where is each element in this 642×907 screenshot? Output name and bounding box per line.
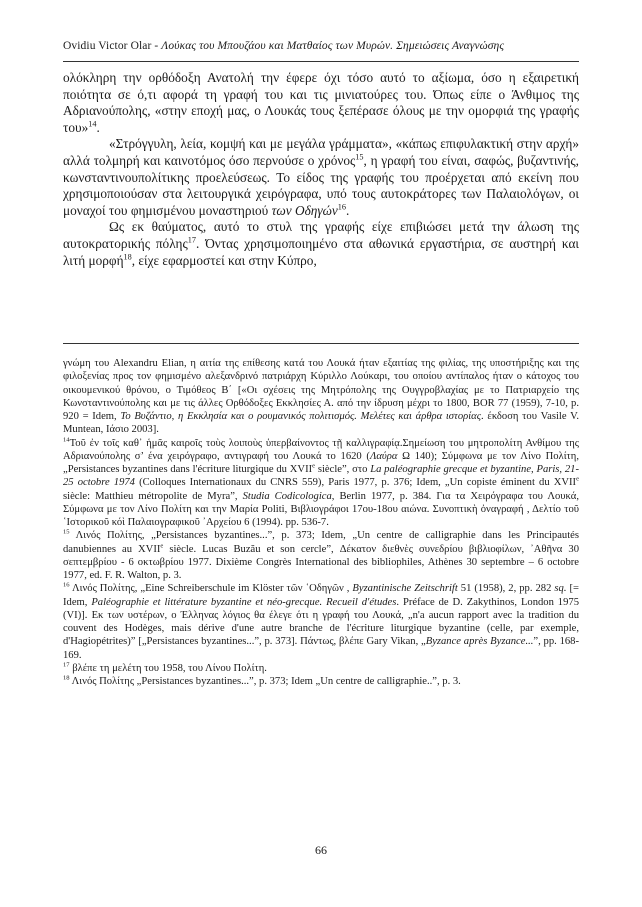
- footnotes: [63, 357, 579, 688]
- header-rule: [63, 61, 579, 62]
- footnote-15: [63, 529, 579, 582]
- footnote-16-text-e: ”, pp. 168-169.: [63, 636, 579, 661]
- footnote-14-italic-3: Studia Codicologica: [242, 490, 332, 502]
- footnote-ref-14: 14: [88, 119, 97, 129]
- header-title: Λούκας του Μπουζάου και Ματθαίος των Μυρών. Σημειώσεις Αναγνώσης: [161, 40, 505, 52]
- footnote-15-sup: e: [160, 541, 164, 549]
- running-header: [63, 40, 579, 52]
- footnote-16-italic-1: Byzantinische Zeitschrift: [352, 583, 458, 595]
- footnote-16-italic-4: Byzance après Byzance...: [425, 636, 534, 648]
- footnote-14-text-f: , Berlin 1977, p. 384. Για τα Χειρόγραφα του Λουκά, Σύμφωνα με τον Λίνο Πολίτη και την Μαρία Politi, Βιβλιογράφοι 17ου-18ου αιώνα. Συνοπτικὴ ὀναγραφή , Δελτίο τοῦ ῾Ιστορικοῦ κόὶ Παλαιογραφικοῦ ᾿Αρχείου 6 (1994). pp. 536-7.: [63, 490, 580, 528]
- footnote-number-16: 16: [63, 581, 70, 589]
- footnote-number-15: 15: [63, 528, 70, 536]
- footnote-14-text-b: Ω 140); Σύμφωνα με τον Λίνο Πολίτη, „Persistances byzantines dans l'écriture liturgique du XVII: [63, 450, 579, 475]
- footnote-17-text: βλέπε τη μελέτη του 1958, του Λίνου Πολίτη.: [69, 662, 267, 674]
- footnote-16-text-a: Λινός Πολίτης, „Eine Schreiberschule im Klöster τῶν ῾Οδηγῶν ,: [69, 583, 353, 595]
- paragraph-2: [63, 136, 579, 219]
- footnote-14-text-d: (Colloques Internationaux du CNRS 559), Paris 1977, p. 376; Idem, „Un copiste éminent du XVII: [134, 477, 577, 489]
- footnote-16-italic-3: Paléographie et littérature byzantine et néo-grecque. Recueil d'études: [91, 596, 397, 608]
- footnote-ref-17: 17: [187, 235, 196, 245]
- paragraph-2-end: .: [346, 202, 350, 218]
- page-number: 66: [315, 843, 327, 857]
- paragraph-1-end: .: [96, 119, 100, 135]
- paragraph-1: [63, 70, 579, 136]
- footnote-number-14: 14: [63, 435, 70, 443]
- footnote-14-text-e: siècle: Matthieu métropolite de Myra”,: [63, 490, 243, 502]
- header-author: Ovidiu Victor Olar -: [63, 40, 162, 52]
- footnote-18: [63, 675, 579, 688]
- footnote-16-text-c: [= Idem,: [63, 583, 579, 608]
- paragraph-3: [63, 219, 579, 269]
- paragraph-3-text-c: , είχε εφαρμοστεί και στην Κύπρο,: [131, 252, 317, 268]
- paragraph-3-text-b: . Όντας χρησιμοποιημένο στα αθωνικά εργαστήρια, σε αυστηρή και λιτή μορφή: [63, 235, 579, 268]
- footnote-ref-18: 18: [123, 252, 132, 262]
- footnote-continued-text: γνώμη του Alexandru Elian, η αιτία της επίθεσης κατά του Λουκά ήταν εξαιτίας της φιλίας, της υποστήριξης και της φιλοξενίας προς τον φημισμένο αλεξανδρινό πατριάρχη Κύριλλο Λούκαρι, του οποίου αντίπαλος ήταν ο κάτοχος του οικουμενικού θρόνου, ο Τιμόθεος Β΄ [«Οι σχέσεις της Μητρόπολης της Ουγγροβλαχίας με το Πατριαρχείο της Κωνσταντινούπολης και με τις άλλες Ορθόδοξες Εκκλησίες Α. από την ίδρυση μέχρι το 1800, BOR 77 (1959), 7-10, p. 920 = Idem,: [63, 358, 579, 422]
- footnote-number-18: 18: [63, 674, 70, 682]
- paragraph-1-text: ολόκληρη την ορθόδοξη Ανατολή την έφερε όχι τόσο αυτό το αξίωμα, όσο η εξαιρετική ποιότητα σε ό,τι αφορά τη γραφή του και τις μινιατούρες του. Όπως είπε ο Άνθιμος της Αδριανούπολης, «στην εποχή μας, ο Λουκάς τους ξεπέρασε όλους με την ομορφιά της γραφής του»: [63, 70, 579, 135]
- footnote-16: [63, 582, 579, 662]
- footnote-16-italic-2: sq.: [554, 583, 567, 595]
- footnote-15-text-a: Λινός Πολίτης, „Persistances byzantines...”, p. 373; Idem, „Un centre de calligraphie dans les Principautés danubiennes au XVII: [63, 530, 579, 555]
- footnote-ref-16: 16: [337, 202, 347, 212]
- footnote-16-text-b: 51 (1958), 2, pp. 282: [457, 583, 555, 595]
- footnote-rule: [63, 343, 579, 344]
- footnote-14: [63, 437, 579, 530]
- footnote-continued-italic: Το Βυζάντιο, η Εκκλησία και ο ρουμανικός πολιτισμός. Μελέτες και άρθρα ιστορίας: [120, 411, 482, 422]
- paragraph-2-text-a: «Στρόγγυλη, λεία, κομψή και με μεγάλα γράμματα», «κάπως επιφυλακτική στην αρχή» αλλά τολμηρή και καινοτόμος όσο περνούσε ο χρόνος: [63, 136, 579, 168]
- footnote-14-italic-1: Λαύρα: [369, 450, 398, 462]
- paragraph-3-text-a: Ως εκ θαύματος, αυτό το στυλ της γραφής είχε επιβιώσει μετά την άλωση της αυτοκρατορικής πόλης: [63, 219, 579, 251]
- paragraph-2-text-b: , η γραφή του είναι, σαφώς, βυζαντινής, κωνσταντινουπολίτικης προελεύσεως. Το είδος της γραφής του προέρχεται από εκείνη που χρησιμοποιούσαν στα λειτουργικά χειρόγραφα, υπό τους αυτοκράτορες των Παλαιολόγων, οι μοναχοί του φημισμένου μοναστηριού: [63, 152, 579, 218]
- footnote-14-text-c: siècle”, στο: [315, 464, 371, 475]
- footnote-18-text: Λινός Πολίτης „Persistances byzantines...”, p. 373; Idem „Un centre de calligraphie..”, p. 3.: [69, 676, 461, 687]
- footnote-ref-15: 15: [355, 152, 364, 162]
- paragraph-2-italic: των Οδηγών: [271, 202, 338, 218]
- footnote-continued: [63, 357, 579, 437]
- footnote-number-17: 17: [63, 661, 70, 669]
- footnote-14-italic-2: La paléographie grecque et byzantine, Paris, 21-25 octobre 1974: [63, 464, 579, 489]
- footnote-14-sup-2: e: [576, 475, 580, 483]
- footnote-16-text-d: . Préface de D. Zakythinos, London 1975 (VI)]. Εκ των υστέρων, ο Έλληνας λόγιος θα έλεγε ότι η γραφή του Λουκά, „n'a aucun rapport avec la tradition du couvent des Hodèges, mais dérive d'une autre branche de l'écriture liturgique byzantine (celle, par exemple, d'Hagiopétrites)” [„Persistances byzantines...”, p. 373]. Πάντως, βλέπε Gary Vikan, „: [63, 596, 579, 648]
- footnote-17: [63, 662, 579, 675]
- footnote-15-text-b: siècle. Lucas Buzău et son cercle”, Δέκατον διεθνὲς συνεδρίου βιβλιοφίλων, ᾿Αθῆνα 30 σεπτεμβρίου - 6 οκτωβρίου 1977. Dixième Congrès International des bibliophiles, Athènes 30 septembre – 6 octobre 1977, ed. F. R. Walton, p. 3.: [63, 543, 579, 581]
- footnote-14-text-a: Τοῦ ἐν τοῖς καθ᾿ ἡμᾶς καιροῖς τοὺς λοιποὺς ὑπερβαίνοντος τῇ καλλιγραφίᾳ.Σημείωση του μητροπολίτη Ανθίμου της Αδριανούπολης σ’ ένα χειρόγραφο, αντιγραφή του Λουκά το 1620 (: [63, 437, 579, 462]
- main-text: [63, 70, 579, 269]
- footnote-continued-end: . έκδοση του Vasile V. Muntean, Ιάσιο 2003].: [63, 411, 579, 436]
- footnote-14-sup-1: e: [312, 462, 316, 470]
